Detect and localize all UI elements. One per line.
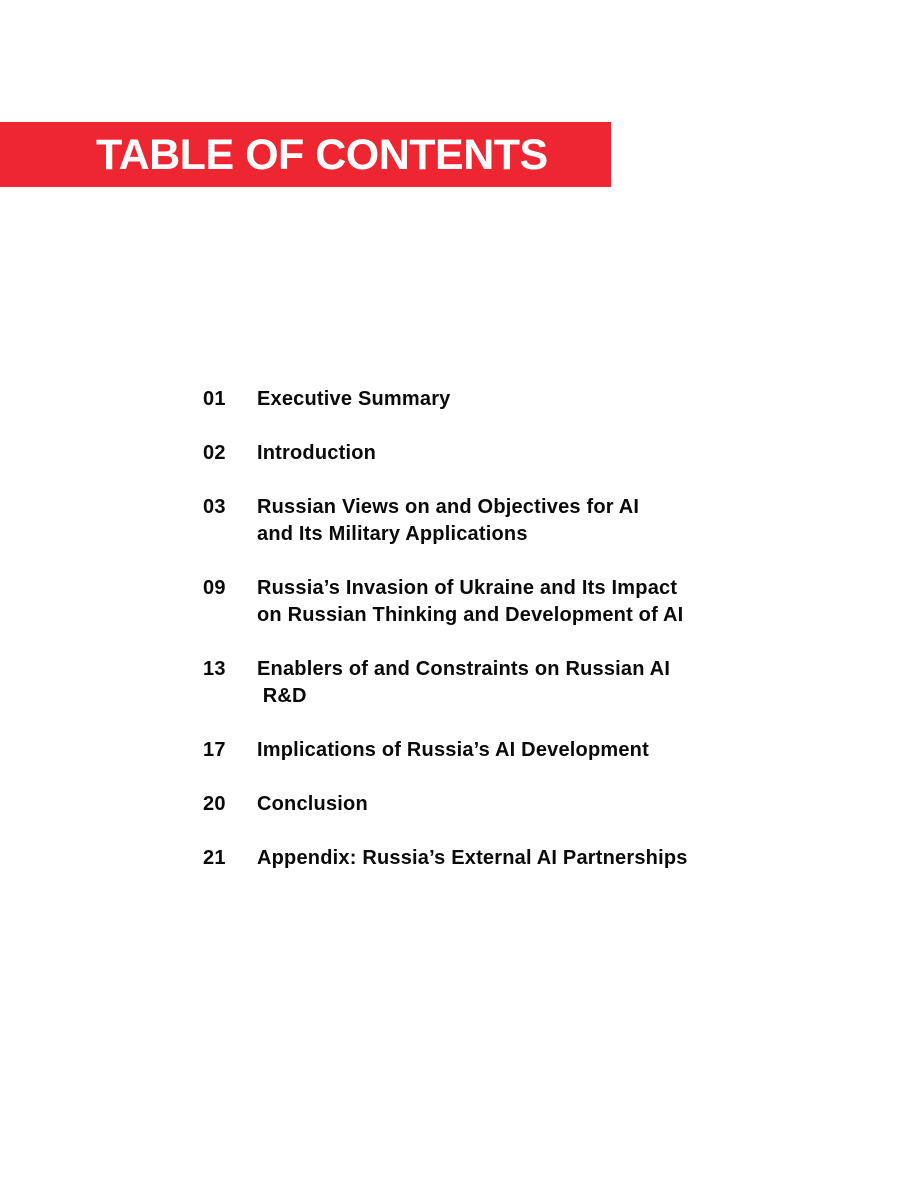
toc-entry-conclusion[interactable]	[203, 791, 763, 818]
toc-title-line: Introduction	[257, 442, 377, 464]
toc-entry-title	[257, 845, 763, 872]
header-band	[0, 122, 611, 187]
toc-entry-title	[257, 656, 763, 710]
toc-page-number: 09	[203, 577, 226, 599]
toc-title-line: Appendix: Russia’s External AI Partnerships	[257, 847, 688, 869]
toc-entry-enablers-constraints[interactable]	[203, 656, 763, 710]
toc-entry-title	[257, 737, 763, 764]
toc-title-line: R&D	[257, 685, 307, 707]
toc-entry-invasion-of-ukraine[interactable]	[203, 575, 763, 629]
toc-entry-title	[257, 386, 763, 413]
toc-page-number: 01	[203, 388, 226, 410]
toc-entry-title	[257, 791, 763, 818]
toc-page-number: 21	[203, 847, 226, 869]
toc-entry-russian-views[interactable]	[203, 494, 763, 548]
toc-entry-title	[257, 494, 763, 548]
toc-entry-title	[257, 575, 763, 629]
toc-title-line: on Russian Thinking and Development of AI	[257, 604, 684, 626]
toc-title-line: Conclusion	[257, 793, 368, 815]
toc-title-line: Executive Summary	[257, 388, 451, 410]
page-title: TABLE OF CONTENTS	[96, 131, 548, 179]
toc-title-line: Russian Views on and Objectives for AI	[257, 496, 640, 518]
toc-title-line: Russia’s Invasion of Ukraine and Its Impact	[257, 577, 678, 599]
toc-page-number: 13	[203, 658, 226, 680]
toc-page-number: 02	[203, 442, 226, 464]
toc-page-number: 20	[203, 793, 226, 815]
toc-page-number: 03	[203, 496, 226, 518]
toc-title-line: Enablers of and Constraints on Russian AI	[257, 658, 671, 680]
toc-entry-implications[interactable]	[203, 737, 763, 764]
toc-title-line: and Its Military Applications	[257, 523, 528, 545]
toc-title-line: Implications of Russia’s AI Development	[257, 739, 649, 761]
table-of-contents	[203, 386, 763, 899]
toc-entry-appendix[interactable]	[203, 845, 763, 872]
toc-page-number: 17	[203, 739, 226, 761]
toc-entry-introduction[interactable]	[203, 440, 763, 467]
toc-entry-executive-summary[interactable]	[203, 386, 763, 413]
toc-entry-title	[257, 440, 763, 467]
